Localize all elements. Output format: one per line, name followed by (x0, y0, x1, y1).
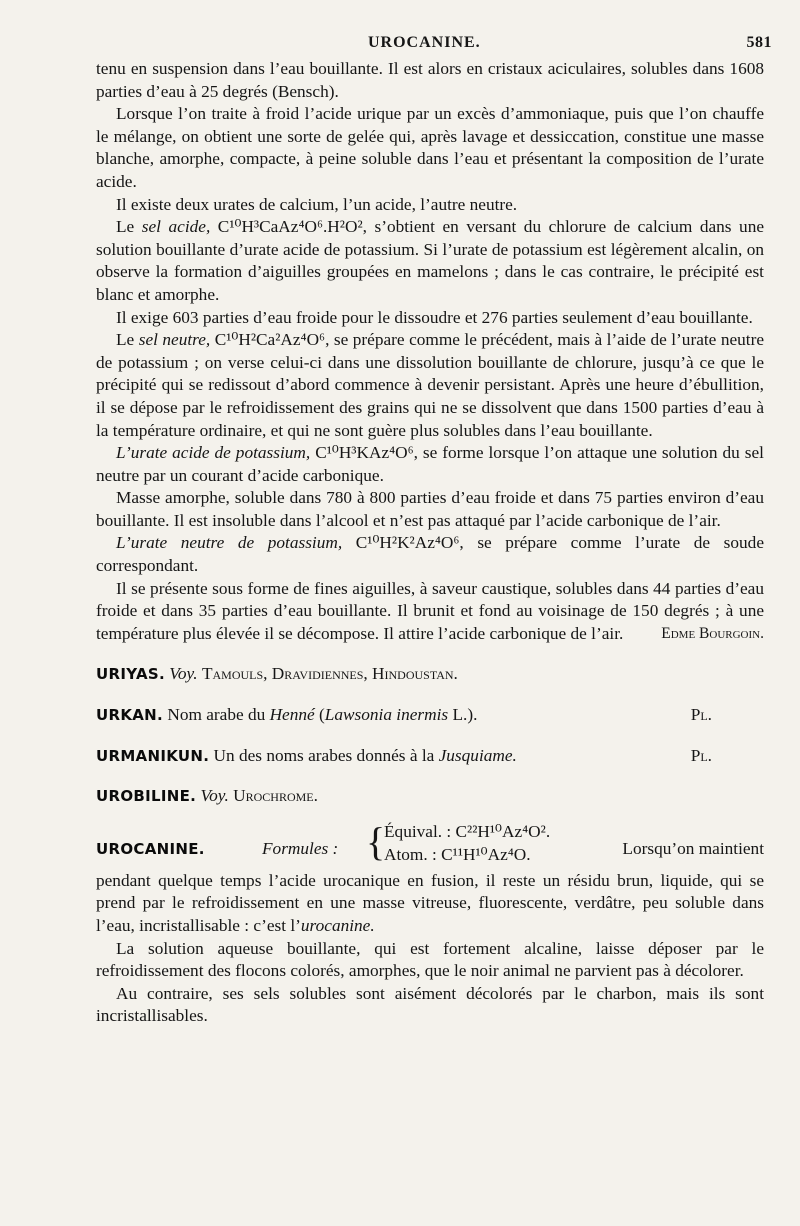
headword-urocanine: UROCANINE. (96, 839, 205, 858)
formula-label: Formules : (262, 838, 339, 858)
brace-glyph: { (366, 818, 386, 864)
paragraph-masse-amorphe: Masse amorphe, soluble dans 780 à 800 parties d’eau froide et dans 75 parties environ d’eau bouillante. Il est insoluble dans l’alcool et n’est pas attaqué par l’acide carbonique de l’air. (96, 488, 764, 530)
headword-urobiline: UROBILINE. (96, 787, 197, 806)
formula-atomic: Atom. : C¹¹H¹⁰Az⁴O. (384, 844, 531, 864)
term-sel-neutre: sel neutre, (138, 330, 211, 350)
term-urate-acide-potassium: L’urate acide de potassium, (116, 443, 311, 463)
term-urate-neutre-potassium: L’urate neutre de potassium, (116, 533, 343, 553)
author-signature: Edme Bourgoin. (661, 624, 764, 642)
page (96, 30, 772, 1028)
paragraph-au-contraire: Au contraire, ses sels solubles sont aisément décolorés par le charbon, mais ils sont incristallisables. (96, 983, 764, 1026)
author-initials-urmanikun: Pl. (690, 745, 712, 765)
paragraph-aiguilles: Il se présente sous forme de fines aiguilles, à saveur caustique, solubles dans 44 parties d’eau froide et dans 35 parties d’eau bouillante. Il brunit et fond au voisinage de 150 degrés ; à une température plus élevée il se décompose. Il attire l’acide carbonique de l’air. Edme Bourgoin. (96, 578, 764, 646)
formula-urate-acide-potassium: C¹⁰H³KAz⁴O⁶, (310, 443, 418, 463)
entry-uriyas: URIYAS. Voy. Tamouls, Dravidiennes, Hindoustan. (96, 664, 458, 684)
page-header (96, 30, 772, 58)
formula-urate-neutre-potassium: C¹⁰H²K²Az⁴O⁶, (342, 533, 464, 553)
paragraph-urate-neutre-potassium: L’urate neutre de potassium, C¹⁰H²K²Az⁴O⁶, se prépare comme l’urate de soude correspondant. (96, 533, 764, 576)
paragraph-sel-neutre: Le sel neutre, C¹⁰H²Ca²Az⁴O⁶, se prépare comme le précédent, mais à l’aide de l’urate neutre de potassium ; on verse celui-ci dans une dissolution bouillante de chlorure, jusqu’à ce que le précipité qui se redissout d’abord commence à devenir persistant. Après une heure d’ébullition, il se dépose par le refroidissement des grains qui ne se dissolvent que dans 1500 parties d’eau à la température ordinaire, et qui ne sont guère plus solubles dans l’eau bouillante. (96, 330, 765, 440)
latin-name: Lawsonia inermis (324, 705, 449, 725)
paragraph-sel-acide: Le sel acide, C¹⁰H³CaAz⁴O⁶.H²O², s’obtient en versant du chlorure de calcium dans une solution bouillante d’urate acide de potassium. Si l’urate de potassium est légèrement alcalin, on observe la formation d’aiguilles groupées en mamelons ; dans le cas contraire, le précipité est blanc et amorphe. (96, 217, 765, 304)
paragraph-3: Il existe deux urates de calcium, l’un acide, l’autre neutre. (116, 194, 518, 214)
entry-urobiline: UROBILINE. Voy. Urochrome. (96, 786, 318, 806)
entry-urmanikun: URMANIKUN. Un des noms arabes donnés à la Jusquiame. Pl. (96, 745, 764, 768)
paragraph-urocanine: pendant quelque temps l’acide urocanique en fusion, il reste un résidu brun, liquide, qui se prend par le refroidissement en une masse vitreuse, fluorescente, verdâtre, peu soluble dans l’eau, incristallisable : c’est l’urocanine. (96, 870, 764, 935)
cross-reference-uriyas: Tamouls, Dravidiennes, Hindoustan. (201, 664, 458, 684)
entry-urocanine: UROCANINE. Formules : { Équival. : C²²H¹⁰Az⁴O². Atom. : C¹¹H¹⁰Az⁴O. Lorsqu’on maintient (96, 818, 764, 864)
headword-urkan: URKAN. (96, 706, 164, 725)
term-urocanine: urocanine. (300, 916, 375, 935)
headword-uriyas: URIYAS. (96, 665, 165, 684)
paragraph-2: Lorsque l’on traite à froid l’acide urique par un excès d’ammoniaque, puis que l’on chauffe le mélange, on obtient une sorte de gelée qui, après lavage et dessiccation, constitue une masse blanche, amorphe, compacte, à peine soluble dans l’eau et présentant la composition de l’urate acide. (96, 104, 764, 191)
paragraph-1: tenu en suspension dans l’eau bouillante. Il est alors en cristaux aciculaires, solubles dans 1608 parties d’eau à 25 degrés (Bensch). (96, 59, 764, 101)
headword-urmanikun: URMANIKUN. (96, 746, 210, 765)
paragraph-solution-aqueuse: La solution aqueuse bouillante, qui est fortement alcaline, laisse déposer par le refroidissement des flocons colorés, amorphes, que le noir animal ne parvient pas à décolorer. (96, 938, 764, 981)
cross-reference-urobiline: Urochrome. (233, 786, 318, 806)
formula-sel-acide: C¹⁰H³CaAz⁴O⁶.H²O², (210, 217, 367, 237)
page-number: 581 (746, 34, 772, 51)
formula-equivalent: Équival. : C²²H¹⁰Az⁴O². (384, 821, 551, 841)
paragraph-urate-acide-potassium: L’urate acide de potassium, C¹⁰H³KAz⁴O⁶, se forme lorsque l’on attaque une solution du sel neutre par un courant d’acide carbonique. (96, 443, 764, 485)
term-sel-acide: sel acide, (141, 217, 211, 237)
author-initials-urkan: Pl. (690, 705, 712, 725)
entry-urkan: URKAN. Nom arabe du Henné (Lawsonia inermis L.). Pl. (96, 704, 764, 727)
formula-sel-neutre: C¹⁰H²Ca²Az⁴O⁶, (210, 330, 330, 350)
running-title: UROCANINE. (368, 34, 481, 51)
paragraph-603: Il exige 603 parties d’eau froide pour le dissoudre et 276 parties seulement d’eau bouillante. (116, 307, 753, 327)
